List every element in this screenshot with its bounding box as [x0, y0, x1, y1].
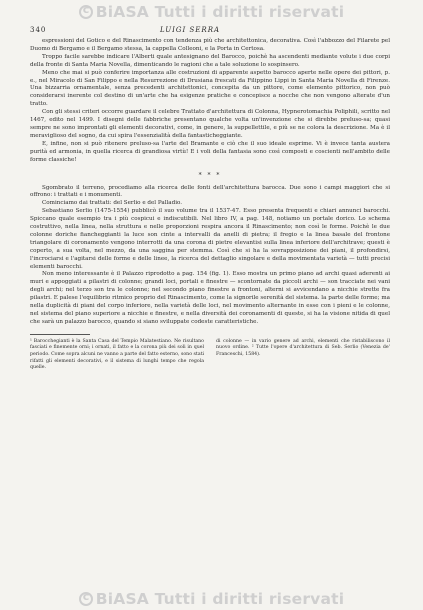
paragraph: Con gli stessi criteri occorre guardare il celebre Trattato d'architettura di Colonna, Hypnerotomachia Poliphili, scritto nel 1467, edito nel 1499. I disegni delle fabbriche presentano qualche volta un'invenzione che si direbbe preluso-sa; quasi sempre ne sono improntati gli elementi decorativi, come, in genere, la suppellettile, e più se ne colora la descrizione. Ma è il meraviglioso del sogno, da cui spira l'essenzialità della fantasticheggiante.	[30, 109, 390, 139]
running-title: LUIGI SERRA	[160, 26, 221, 34]
footnotes	[30, 339, 390, 372]
paragraph: Troppo facile sarebbe indicare l'Alberti quale antesignano del Barocco, poichè ha ascendenti mediante volute i due corpi della fronte di Santa Maria Novella, dimenticando le ragioni che a tale soluzione lo sospinsero.	[30, 53, 390, 68]
watermark-top	[0, 3, 423, 21]
copyright-icon	[79, 5, 93, 19]
copyright-icon	[79, 592, 93, 606]
section-mark: * * *	[198, 171, 222, 179]
watermark-text: BiASA Tutti i diritti riservati	[95, 3, 345, 21]
footnote-left: ¹ Barocchegianti è la Santa Casa del Tempio Malatestiano. Ne risultano fasciati e finemente orni; i ornati, il fatto e la corona più dei soli in quel periodo. Come sopra alcuni ne vanno a parte del fatto esterno, sono stati rifatti gli elementi decorativi, e il sistema di lunghi tempo che regola quelle.	[30, 338, 204, 371]
paragraph: Meno che mai si può conferire importanza alle costruzioni di apparente aspetto barocco aperte nelle opere dei pittori, p. e., nel Miracolo di San Filippo e nella Resurrezione di Drusiana frescati da Filippino Lippi in Santa Maria Novella di Firenze. Una bizzarria ornamentale, senza precedenti architettonici, concepita da un pittore, come elemento pittorico, non può considerarsi inerente col destino di un'arte che ha esigenze pratiche e concepisce a nocche che non vengono alterate d'un tratto.	[30, 69, 390, 108]
footnote-rule	[30, 334, 90, 335]
paragraph: Non meno interessante è il Palazzo riprodotto a pag. 154 (fig. 1). Esso mostra un primo piano ad archi quasi aderenti ai muri e appoggiati a pilastri di colonne; grandi loci, portali e finestre — scontornate da piccoli archi — son tracciate nei vani degli archi; nel terzo son tra le colonne; nel secondo piano finestre a frontoni, alterni si avvicendano a nicchie strette fra pilastri. E palese l'equilibrio ritmico proprio del Rinascimento, come la signorile serenità del sistema. la parte delle forme; ma nella duplicità di piani del corpo inferiore, nella varietà delle loci, nel movimento alternante in esse con i pieni e le colonne, nel sistema del piano superiore a nicchie e finestre, e nella diversità dei coronamenti di queste, si ha la visione nitida di quel che sarà un palazzo barocco, quando si siano sviluppate codeste caratteristiche.	[30, 271, 390, 325]
watermark-text: BiASA Tutti i diritti riservati	[95, 590, 345, 608]
watermark-bottom	[0, 590, 423, 608]
paragraph: Sebastiano Serlio (1475-1554) pubblicò il suo volume tra il 1537-47. Esso presenta frequenti e chiari annunci barocchi. Spiccano quale esempio tra i più cospicui e indiscutibili. Nel libro IV, a pag. 148, notiamo un portale dorico. Lo schema costruttivo, nella linea, nella struttura e nelle proporzioni respira ancora il Rinascimento; non così le forme. Poichè le due colonne doriche fiancheggianti la luce son cinte a intervalli da anelli di pietra; il fregio e la linea basale del frontone triangolare di coronamento vengono interrotti da una corona di pietre elevantisi sulla linea inferiore dell'architrave; questi è coperto, a sua volta, nel mezzo, da una saggina per stemma. Così che si ha la sovrapposizione dei piani, il profondirsi, l'incrociarsi e l'agitarsi delle forme e delle linee, la ricerca del dettaglio singolare e della movimentata varietà — tutti precisi elementi barocchi.	[30, 208, 390, 270]
paragraph: Sgombrato il terreno, procediamo alla ricerca delle fonti dell'architettura barocca. Due sono i campi maggiori che si offrono: i trattati e i monumenti.	[30, 184, 390, 199]
paragraph: E, infine, non si può ritenere preluso-sa l'arte del Bramante e ciò che il suo ideale esprime. Vi è invece tanta austera purità ed armonia, in quella ricerca di grandiosa virtù! E i voli della fantasia sono così composti e coscienti nell'ambito delle forme classiche!	[30, 140, 390, 163]
running-head	[30, 26, 390, 34]
page-number: 340	[30, 26, 47, 34]
paragraph: Cominciamo dai trattati: del Serlio e del Palladio.	[42, 200, 183, 207]
footnote-right: di colonne — in vario genere ad archi, elementi che ristabiliscono il nuovo ordine. ² Tutte l'opere d'architettura di Seb. Serlio (Venezia de' Franceschi, 1584).	[216, 338, 390, 357]
paragraph: espressioni del Gotico e del Rinascimento con tendenza più che architettonica, decorativa. Così l'abbozzo del Filarete pel Duomo di Bergamo e il Bergamo stessa, la cappella Colleoni, e la Porta in Certosa.	[30, 38, 390, 52]
document-page	[30, 26, 390, 372]
